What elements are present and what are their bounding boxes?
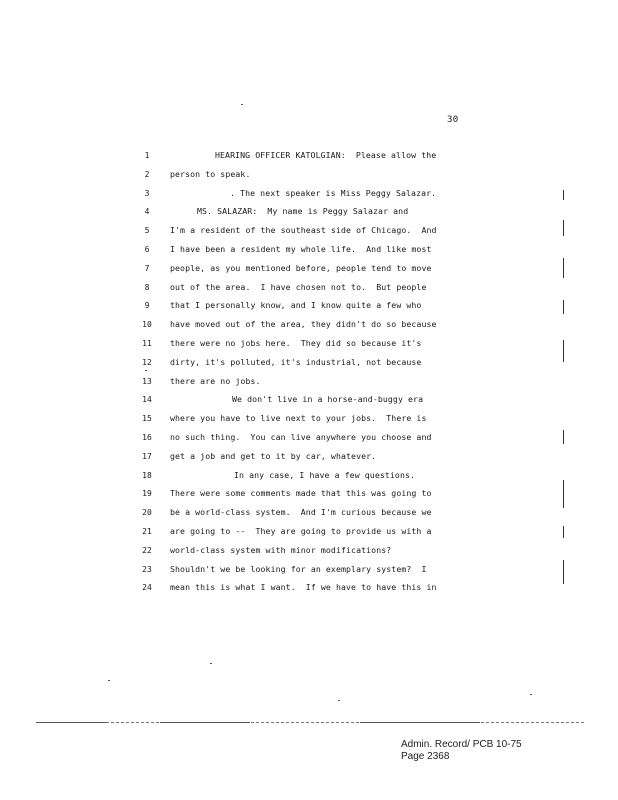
transcript-line	[0, 429, 618, 448]
line-text: there were no jobs here. They did so because it's	[170, 338, 422, 348]
transcript-line	[0, 391, 618, 410]
bottom-rule-segment	[360, 722, 480, 723]
margin-change-bar	[563, 258, 564, 278]
scan-speck	[530, 694, 532, 695]
line-text: mean this is what I want. If we have to have this in	[170, 582, 437, 593]
line-text: HEARING OFFICER KATOLGIAN: Please allow the	[215, 150, 437, 160]
bottom-rule-segment	[36, 722, 106, 723]
transcript-line	[0, 504, 618, 523]
line-number: 15	[142, 414, 152, 424]
line-text: person to speak.	[170, 168, 251, 179]
line-text: people, as you mentioned before, people tend to move	[170, 262, 432, 273]
line-number: 7	[144, 263, 150, 273]
transcript-line	[0, 185, 618, 204]
transcript-line	[0, 297, 618, 316]
transcript-line	[0, 485, 618, 504]
margin-change-bar	[563, 526, 564, 538]
line-text: that I personally know, and I know quite a few who	[170, 300, 422, 311]
line-number: 9	[144, 301, 150, 311]
scan-speck	[241, 104, 243, 105]
line-text: get a job and get to it by car, whatever.	[170, 450, 377, 461]
line-text: MS. SALAZAR: My name is Peggy Salazar and	[197, 206, 409, 217]
line-text: are going to -- They are going to provide us with a	[170, 526, 432, 536]
line-number: 21	[142, 527, 152, 536]
line-number: 17	[142, 451, 152, 461]
scan-speck	[338, 700, 340, 701]
line-number: 5	[144, 226, 150, 236]
admin-record-stamp	[401, 739, 522, 763]
transcript-line	[0, 561, 618, 580]
line-number: 22	[142, 545, 152, 555]
line-number: 4	[144, 207, 150, 217]
line-text: where you have to live next to your jobs. There is	[170, 413, 427, 424]
scan-speck	[210, 663, 212, 664]
transcript-line	[0, 241, 618, 260]
line-number: 1	[144, 151, 150, 160]
line-text: out of the area. I have chosen not to. But people	[170, 281, 427, 292]
transcript-line	[0, 354, 618, 373]
transcript-line	[0, 448, 618, 467]
transcript-line	[0, 335, 618, 354]
transcript-line	[0, 203, 618, 222]
transcript-line	[0, 147, 618, 166]
line-text: I have been a resident my whole life. And like most	[170, 244, 432, 254]
line-text: In any case, I have a few questions.	[234, 469, 416, 480]
margin-change-bar	[563, 560, 564, 584]
line-text: . The next speaker is Miss Peggy Salazar.	[230, 187, 437, 198]
margin-change-bar	[563, 430, 564, 444]
line-text: I'm a resident of the southeast side of Chicago. And	[170, 225, 437, 236]
transcript-line	[0, 467, 618, 486]
line-text: world-class system with minor modifications?	[170, 544, 392, 555]
transcript-line	[0, 523, 618, 542]
line-number: 16	[142, 433, 152, 442]
line-number: 14	[142, 395, 152, 405]
transcript-line	[0, 579, 618, 598]
line-number: 10	[142, 320, 152, 330]
transcript-line	[0, 316, 618, 335]
line-number: 12	[142, 357, 152, 367]
margin-change-bar	[563, 340, 564, 362]
admin-record-label: Admin. Record/ PCB 10-75	[401, 739, 522, 750]
line-number: 13	[142, 376, 152, 386]
line-text: have moved out of the area, they didn't do so because	[170, 319, 437, 330]
line-number: 2	[144, 169, 150, 179]
transcript-line	[0, 166, 618, 185]
margin-change-bar	[563, 190, 564, 200]
line-number: 8	[144, 282, 150, 292]
margin-change-bar	[563, 300, 564, 314]
line-number: 11	[142, 339, 152, 348]
line-number: 20	[142, 508, 152, 518]
transcript-line	[0, 373, 618, 392]
transcript-line	[0, 279, 618, 298]
line-number: 6	[144, 245, 150, 254]
line-number: 23	[142, 564, 152, 574]
transcript-line	[0, 260, 618, 279]
transcript-line	[0, 410, 618, 429]
page-number: 30	[447, 115, 459, 125]
scan-speck	[108, 680, 110, 681]
scan-speck	[145, 370, 147, 371]
line-text: There were some comments made that this was going to	[170, 488, 432, 499]
line-number: 19	[142, 489, 152, 499]
bottom-rule-segment	[160, 722, 250, 723]
margin-change-bar	[563, 480, 564, 508]
line-text: dirty, it's polluted, it's industrial, not because	[170, 356, 422, 367]
margin-change-bar	[563, 220, 564, 236]
line-text: Shouldn't we be looking for an exemplary system? I	[170, 563, 427, 574]
line-text: We don't live in a horse-and-buggy era	[232, 394, 424, 405]
bottom-rule	[36, 722, 584, 723]
line-number: 24	[142, 583, 152, 593]
transcript-line	[0, 222, 618, 241]
line-text: there are no jobs.	[170, 375, 261, 386]
line-number: 3	[144, 188, 150, 198]
line-number: 18	[142, 470, 152, 480]
line-text: be a world-class system. And I'm curious because we	[170, 507, 432, 518]
transcript-line	[0, 542, 618, 561]
admin-page-label: Page 2368	[401, 751, 450, 762]
line-text: no such thing. You can live anywhere you choose and	[170, 432, 432, 442]
